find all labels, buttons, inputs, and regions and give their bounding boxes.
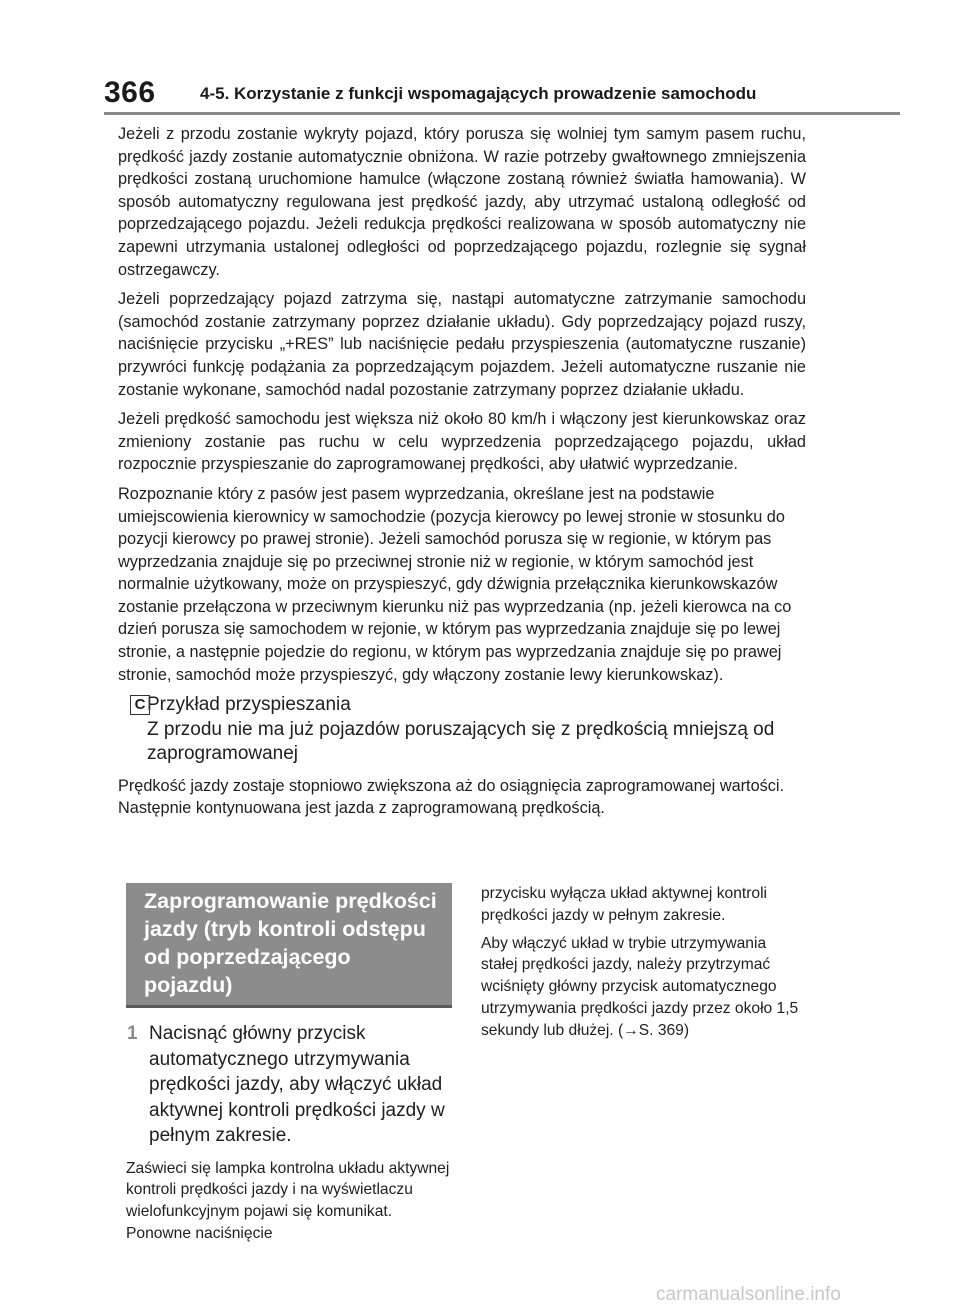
paragraph-overtake: Jeżeli prędkość samochodu jest większa niż około 80 km/h i włączony jest kierunkowskaz oraz zmieniony zostanie pas ruchu w celu wyprzedzenia poprzedzającego pojazdu, układ rozpocznie przyspieszanie do zaprogramowanej prędkości, aby ułatwić wyprzedzanie. (118, 410, 806, 474)
example-c-heading (118, 693, 806, 767)
step-description: Zaświeci się lampka kontrolna układu aktywnej kontroli prędkości jazdy i na wyświetlaczu wielofunkcyjnym pojawi się komunikat. Ponowne naciśnięcie (126, 1159, 450, 1242)
page-number: 366 (104, 76, 156, 109)
c-badge: C (130, 695, 150, 715)
step-1 (126, 1021, 452, 1149)
example-subtitle: Z przodu nie ma już pojazdów poruszających się z prędkością mniejszą od zaprogramowanej (147, 718, 775, 765)
example-note: Prędkość jazdy zostaje stopniowo zwiększona aż do osiągnięcia zaprogramowanej wartości. Następnie kontynuowana jest jazda z zaprogramowaną prędkością. (118, 776, 785, 818)
main-text (118, 123, 806, 820)
step-text: Nacisnąć główny przycisk automatycznego utrzymywania prędkości jazdy, aby włączyć układ aktywnej kontroli prędkości jazdy w pełnym zakresie. (149, 1023, 445, 1146)
section-title: 4-5. Korzystanie z funkcji wspomagających prowadzenie samochodu (200, 84, 757, 103)
step-number: 1 (127, 1023, 138, 1044)
paragraph-stop: Jeżeli poprzedzający pojazd zatrzyma się, nastąpi automatyczne zatrzymanie samochodu (samochód zostanie zatrzymany poprzez działanie układu). Gdy poprzedzający pojazd ruszy, naciśnięcie przycisku „+RES” lub naciśnięcie pedału przyspieszenia (automatyczne ruszanie) przywróci funkcję podążania za poprzedzającym pojazdem. Jeżeli automatyczne ruszanie nie zostanie wykonane, samochód nadal pozostanie zatrzymany poprzez działanie układu. (118, 290, 806, 399)
setup-heading: Zaprogramowanie prędkości jazdy (tryb kontroli odstępu od poprzedzającego pojazdu) (126, 883, 452, 1008)
paragraph-lane-recognition: Rozpoznanie który z pasów jest pasem wyprzedzania, określane jest na podstawie umiejscowienia kierownicy w samochodzie (pozycja kierowcy po lewej stronie w stosunku do pozycji kierowcy po prawej stronie). Jeżeli samochód porusza się w regionie, w którym pas wyprzedzania znajduje się po przeciwnej stronie niż w regionie, w którym samochód jest normalnie użytkowany, może on przyspieszyć, gdy dźwignia przełącznika kierunkowskazów zostanie przełączona w przeciwnym kierunku niż pas wyprzedzania (np. jeżeli kierowca na co dzień porusza się samochodem w rejonie, w którym pas wyprzedzania znajduje się po lewej stronie, a następnie pojedzie do regionu, w którym pas wyprzedzania znajduje się po prawej stronie, samochód może przyspieszyć, gdy włączony zostanie lewy kierunkowskaz). (118, 484, 792, 684)
paragraph-slowdown: Jeżeli z przodu zostanie wykryty pojazd, który porusza się wolniej tym samym pasem ruchu, prędkość jazdy zostanie automatycznie obniżona. W razie potrzeby gwałtownego zmniejszenia prędkości zostaną uruchomione hamulce (włączone zostaną również światła hamowania). W sposób automatyczny regulowana jest prędkość jazdy, aby utrzymać ustaloną odległość od poprzedzającego pojazdu. Jeżeli redukcja prędkości realizowana w sposób automatyczny nie zapewni utrzymania ustalonej odległości od poprzedzającego pojazdu, rozlegnie się sygnał ostrzegawczy. (118, 125, 806, 279)
example-title: Przykład przyspieszania (147, 694, 351, 716)
right-paragraph-hold: Aby włączyć układ w trybie utrzymywania stałej prędkości jazdy, należy przytrzymać wciśnięty główny przycisk automatycznego utrzymywania prędkości jazdy przez około 1,5 sekundy lub dłużej. (→S. 369) (481, 934, 799, 1039)
watermark-text: carmanualsonline.info (656, 1284, 841, 1305)
setup-right-column (481, 883, 799, 1048)
setup-left-column (126, 883, 452, 1245)
header-divider (104, 112, 900, 115)
right-paragraph-continuation: przycisku wyłącza układ aktywnej kontroli prędkości jazdy w pełnym zakresie. (481, 885, 767, 924)
